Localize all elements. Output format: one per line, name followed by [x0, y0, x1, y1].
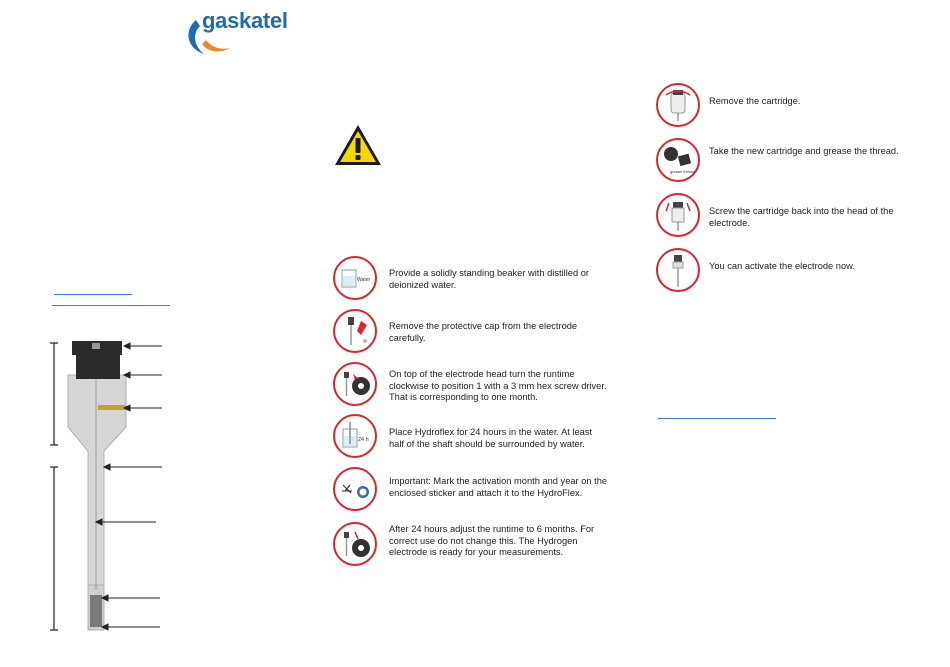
gaskatel-logo — [182, 8, 302, 58]
mark-sticker-icon — [333, 467, 377, 511]
brand-name: gaskatel — [202, 8, 288, 33]
runtime-dial-icon — [333, 362, 377, 406]
step-text: Provide a solidly standing beaker with distilled or deionized water. — [389, 268, 589, 290]
warning-triangle-icon — [333, 123, 383, 167]
screw-cartridge-icon — [656, 193, 700, 237]
remove-cap-icon — [333, 309, 377, 353]
grease-thread-icon — [656, 138, 700, 182]
step-text: You can activate the electrode now. — [709, 261, 855, 271]
svg-text:Water: Water — [357, 277, 371, 283]
step-text: Remove the protective cap from the electrode carefully. — [389, 321, 578, 343]
step-text: Remove the cartridge. — [709, 96, 801, 106]
step-text: Important: Mark the activation month and year on the enclosed sticker and attach it to the HydroFlex. — [389, 476, 608, 498]
step-text: Place Hydroflex for 24 hours in the water. At least half of the shaft should be surrounded by water. — [389, 427, 593, 449]
runtime-adjust-icon — [333, 522, 377, 566]
step-text: On top of the electrode head turn the runtime clockwise to position 1 with a 3 mm hex screw driver. That is corresponding to one month. — [389, 369, 607, 402]
beaker-24h-icon — [333, 414, 377, 458]
activate-electrode-icon — [656, 248, 700, 292]
link-underline[interactable] — [54, 294, 132, 295]
step-text: Screw the cartridge back into the head of the electrode. — [709, 206, 894, 228]
step-text: Take the new cartridge and grease the thread. — [709, 146, 899, 156]
electrode-diagram — [40, 335, 170, 635]
svg-text:24 h: 24 h — [358, 437, 369, 443]
link-underline[interactable] — [52, 305, 170, 306]
remove-cartridge-icon — [656, 83, 700, 127]
svg-text:grease thread: grease thread — [670, 169, 695, 174]
link-underline[interactable] — [658, 418, 776, 419]
beaker-water-icon — [333, 256, 377, 300]
step-text: After 24 hours adjust the runtime to 6 months. For correct use do not change this. The Hydrogen electrode is ready for your measurements. — [389, 524, 595, 557]
